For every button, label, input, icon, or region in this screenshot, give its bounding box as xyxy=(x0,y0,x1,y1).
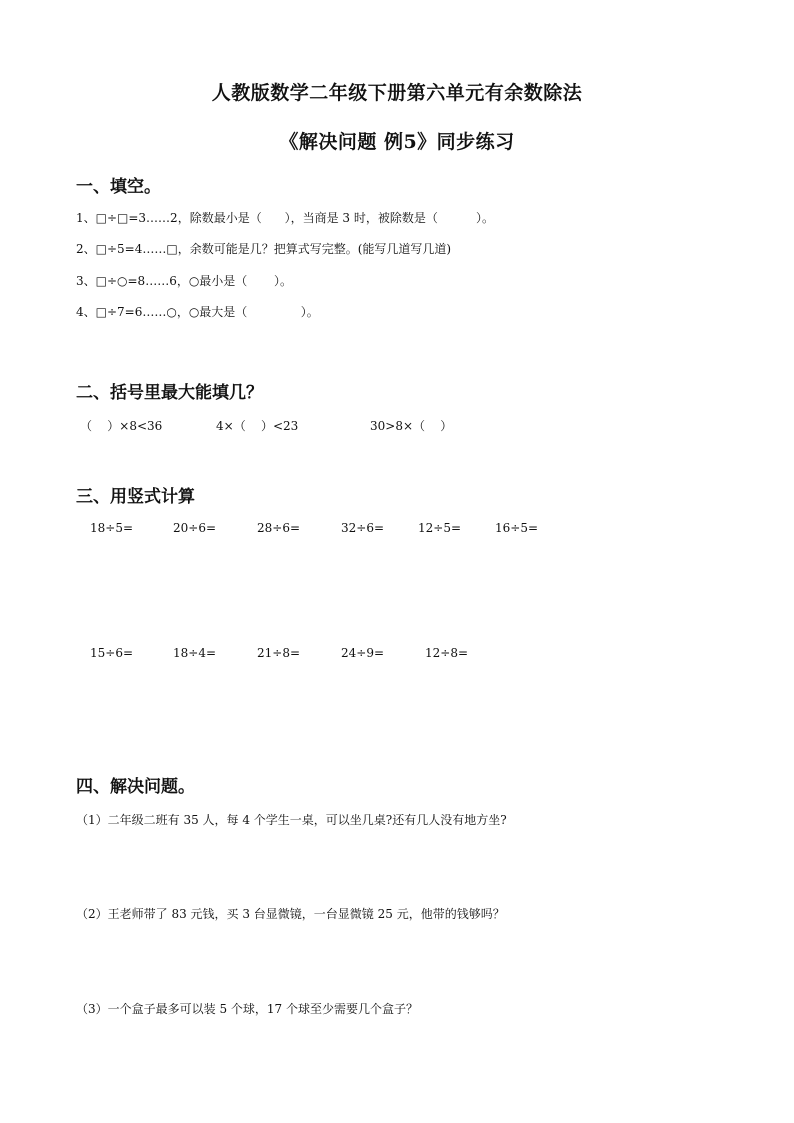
fill-item-4: 4、□÷7=6……○，○最大是（ ）。 xyxy=(76,305,319,319)
word-problem-2: （2）王老师带了 83 元钱，买 3 台显微镜，一台显微镜 25 元，他带的钱够吗？ xyxy=(76,907,505,921)
calc-item: 12÷5= xyxy=(418,521,462,535)
section-1-heading: 一、填空。 xyxy=(76,177,161,197)
page-subtitle: 《解决问题 例5》同步练习 xyxy=(279,131,515,153)
calc-item: 32÷6= xyxy=(341,521,385,535)
calc-item: 28÷6= xyxy=(257,521,301,535)
calc-item: 21÷8= xyxy=(257,646,301,660)
calc-item: 12÷8= xyxy=(425,646,469,660)
bracket-item: （ ）×8<36 xyxy=(80,419,163,433)
fill-item-2: 2、□÷5=4……□，余数可能是几？把算式写完整。(能写几道写几道) xyxy=(76,242,452,256)
calc-item: 24÷9= xyxy=(341,646,385,660)
section-4-heading: 四、解决问题。 xyxy=(76,777,195,797)
fill-item-3: 3、□÷○=8……6，○最小是（ ）。 xyxy=(76,274,292,288)
word-problem-1: （1）二年级二班有 35 人，每 4 个学生一桌，可以坐几桌?还有几人没有地方坐? xyxy=(76,813,507,827)
calc-item: 16÷5= xyxy=(495,521,539,535)
section-3-heading: 三、用竖式计算 xyxy=(76,487,195,507)
page-title: 人教版数学二年级下册第六单元有余数除法 xyxy=(211,82,583,104)
word-problem-3: （3）一个盒子最多可以装 5 个球，17 个球至少需要几个盒子？ xyxy=(76,1002,418,1016)
bracket-item: 30>8×（ ） xyxy=(370,419,453,433)
section-2-heading: 二、括号里最大能填几？ xyxy=(76,383,263,403)
fill-item-1: 1、□÷□=3……2，除数最小是（ ），当商是 3 时，被除数是（ ）。 xyxy=(76,211,494,225)
calc-item: 18÷4= xyxy=(173,646,217,660)
bracket-item: 4×（ ）<23 xyxy=(216,419,299,433)
calc-item: 20÷6= xyxy=(173,521,217,535)
calc-item: 18÷5= xyxy=(90,521,134,535)
calc-item: 15÷6= xyxy=(90,646,134,660)
